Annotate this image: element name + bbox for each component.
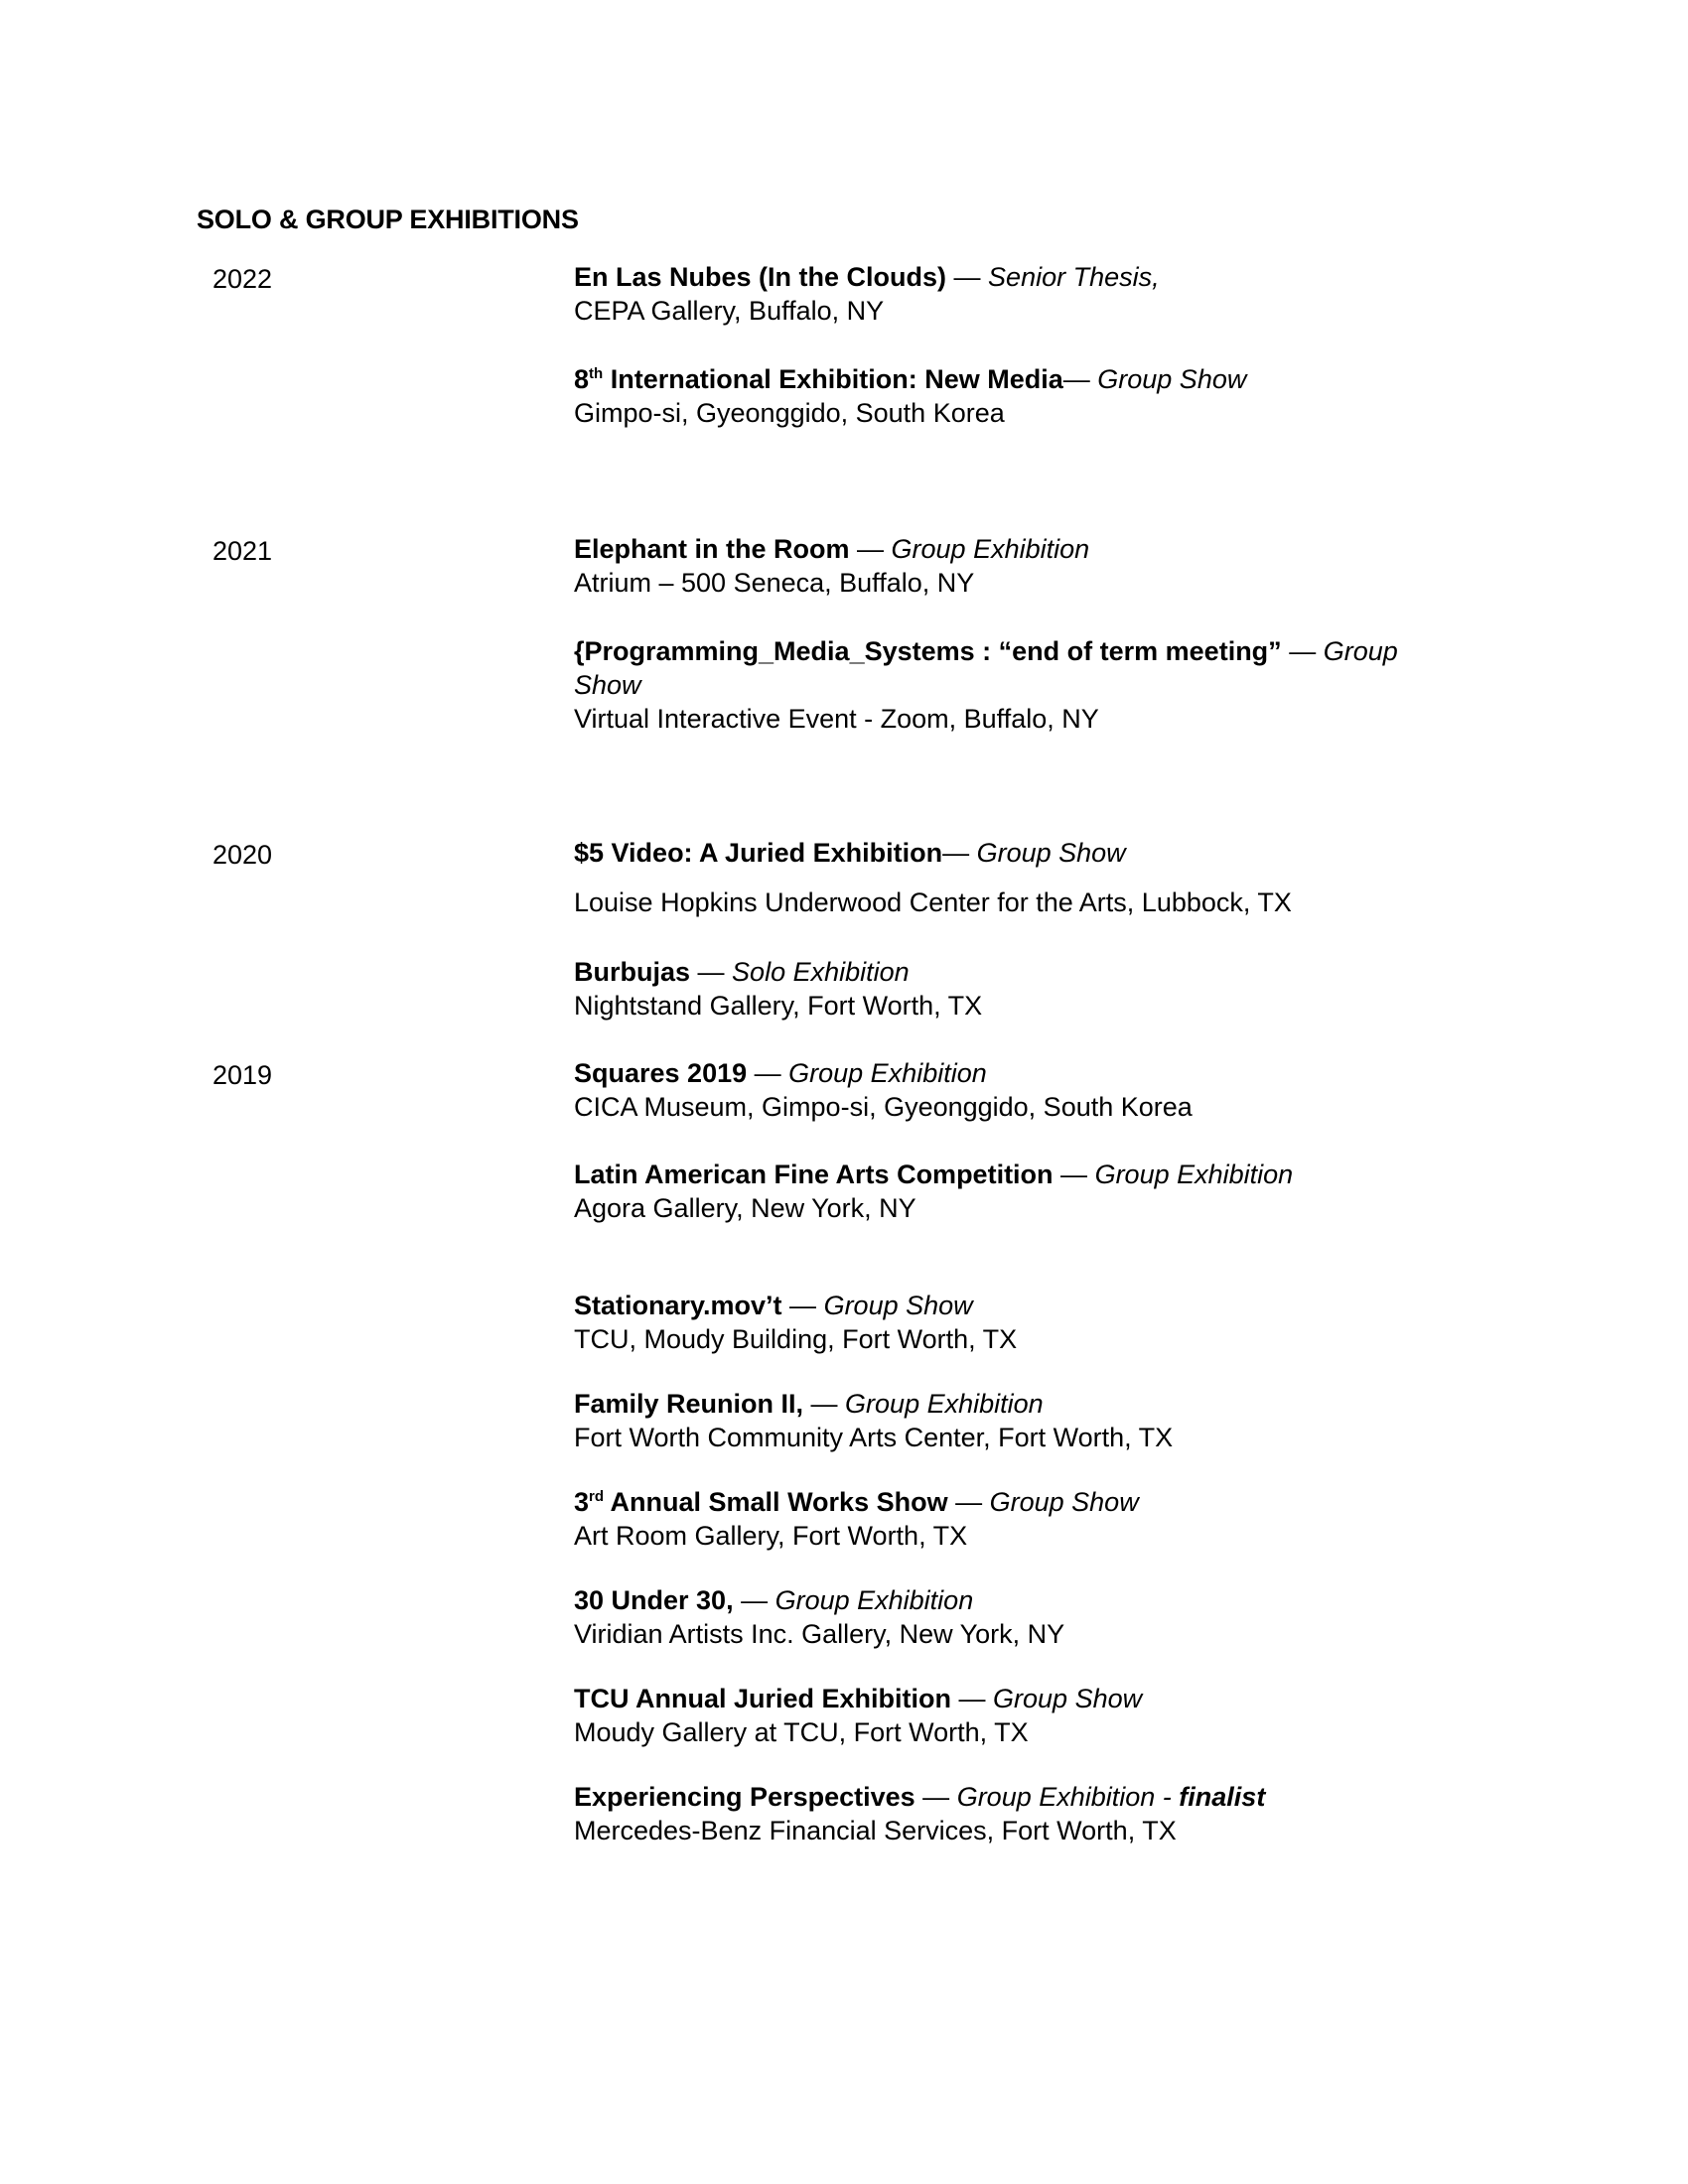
year-2021: 2021 <box>212 536 273 566</box>
exhibition-venue: Mercedes-Benz Financial Services, Fort Worth, TX <box>574 1816 1177 1845</box>
exhibition-type: Group Exhibition <box>845 1389 1044 1419</box>
exhibition-type: Group Show <box>976 838 1126 868</box>
exhibition-title <box>574 1487 948 1517</box>
separator: — <box>914 1782 957 1812</box>
separator: — <box>1053 1160 1095 1189</box>
exhibition-entry <box>574 1056 1448 1124</box>
exhibition-venue: Gimpo-si, Gyeonggido, South Korea <box>574 398 1005 428</box>
exhibition-title: Experiencing Perspectives <box>574 1782 915 1812</box>
exhibition-title: TCU Annual Juried Exhibition <box>574 1684 952 1713</box>
year-2020: 2020 <box>212 840 273 870</box>
exhibition-entry <box>574 260 1448 328</box>
ordinal-number: 3 <box>574 1487 590 1517</box>
exhibition-entry <box>574 1485 1448 1553</box>
separator: — <box>690 957 733 987</box>
exhibition-title-text: Annual Small Works Show <box>604 1487 948 1517</box>
exhibition-title-text: International Exhibition: New Media <box>603 364 1063 394</box>
separator: — <box>1281 636 1324 666</box>
separator: — <box>947 1487 990 1517</box>
exhibition-title: Latin American Fine Arts Competition <box>574 1160 1054 1189</box>
exhibition-venue: Agora Gallery, New York, NY <box>574 1193 916 1223</box>
exhibition-title: Elephant in the Room <box>574 534 850 564</box>
exhibition-entry <box>574 1289 1448 1356</box>
exhibition-title: Squares 2019 <box>574 1058 748 1088</box>
exhibition-type: Group Show <box>823 1291 973 1320</box>
year-2019: 2019 <box>212 1060 273 1090</box>
exhibition-type: Group Exhibition <box>774 1585 974 1615</box>
exhibition-title: $5 Video: A Juried Exhibition <box>574 838 943 868</box>
separator: — <box>781 1291 824 1320</box>
exhibition-entry <box>574 836 1448 919</box>
exhibition-title <box>574 364 1063 394</box>
ordinal-number: 8 <box>574 364 590 394</box>
year-2022: 2022 <box>212 264 273 294</box>
exhibition-type: Group Show <box>574 636 1398 700</box>
exhibition-venue: Nightstand Gallery, Fort Worth, TX <box>574 991 983 1021</box>
exhibition-type: Group Show <box>1097 364 1247 394</box>
exhibition-venue: CEPA Gallery, Buffalo, NY <box>574 296 885 326</box>
exhibition-type: Group Exhibition - <box>956 1782 1180 1812</box>
exhibition-entry <box>574 1780 1448 1847</box>
exhibition-venue: Louise Hopkins Underwood Center for the Arts, Lubbock, TX <box>574 887 1292 917</box>
exhibition-type: Group Exhibition <box>1094 1160 1294 1189</box>
exhibition-type: Group Exhibition <box>788 1058 987 1088</box>
ordinal-suffix: rd <box>589 1488 605 1505</box>
exhibition-entry <box>574 1682 1448 1749</box>
separator: — <box>849 534 892 564</box>
separator: — <box>951 1684 994 1713</box>
exhibition-title: Burbujas <box>574 957 691 987</box>
exhibition-venue: Fort Worth Community Arts Center, Fort Worth, TX <box>574 1423 1174 1452</box>
separator: — <box>946 262 989 292</box>
exhibition-venue: Moudy Gallery at TCU, Fort Worth, TX <box>574 1717 1029 1747</box>
exhibition-entry <box>574 532 1448 600</box>
exhibition-type: Group Show <box>993 1684 1143 1713</box>
exhibition-entry <box>574 634 1448 736</box>
exhibition-entry <box>574 955 1448 1023</box>
exhibition-type: Solo Exhibition <box>732 957 910 987</box>
exhibition-venue: Viridian Artists Inc. Gallery, New York, NY <box>574 1619 1065 1649</box>
exhibition-entry <box>574 1158 1448 1225</box>
exhibition-title: Stationary.mov’t <box>574 1291 782 1320</box>
separator: — <box>733 1585 775 1615</box>
finalist-label: finalist <box>1179 1782 1266 1812</box>
separator: — <box>942 838 977 868</box>
exhibition-title: {Programming_Media_Systems : “end of term meeting” <box>574 636 1282 666</box>
exhibition-type: Group Exhibition <box>891 534 1090 564</box>
exhibition-venue: CICA Museum, Gimpo-si, Gyeonggido, South Korea <box>574 1092 1193 1122</box>
exhibition-entry <box>574 362 1448 430</box>
exhibition-venue: TCU, Moudy Building, Fort Worth, TX <box>574 1324 1018 1354</box>
separator: — <box>1062 364 1098 394</box>
exhibition-entry <box>574 1387 1448 1454</box>
exhibition-venue: Art Room Gallery, Fort Worth, TX <box>574 1521 968 1551</box>
ordinal-suffix: th <box>589 365 604 382</box>
separator: — <box>803 1389 846 1419</box>
exhibition-title: En Las Nubes (In the Clouds) <box>574 262 947 292</box>
exhibition-entry <box>574 1583 1448 1651</box>
exhibition-type: Group Show <box>989 1487 1139 1517</box>
separator: — <box>747 1058 789 1088</box>
exhibition-venue: Virtual Interactive Event - Zoom, Buffalo, NY <box>574 704 1099 734</box>
section-heading: SOLO & GROUP EXHIBITIONS <box>197 205 579 234</box>
exhibition-title: 30 Under 30, <box>574 1585 734 1615</box>
exhibition-type: Senior Thesis, <box>988 262 1160 292</box>
exhibition-title: Family Reunion II, <box>574 1389 804 1419</box>
exhibition-venue: Atrium – 500 Seneca, Buffalo, NY <box>574 568 975 598</box>
